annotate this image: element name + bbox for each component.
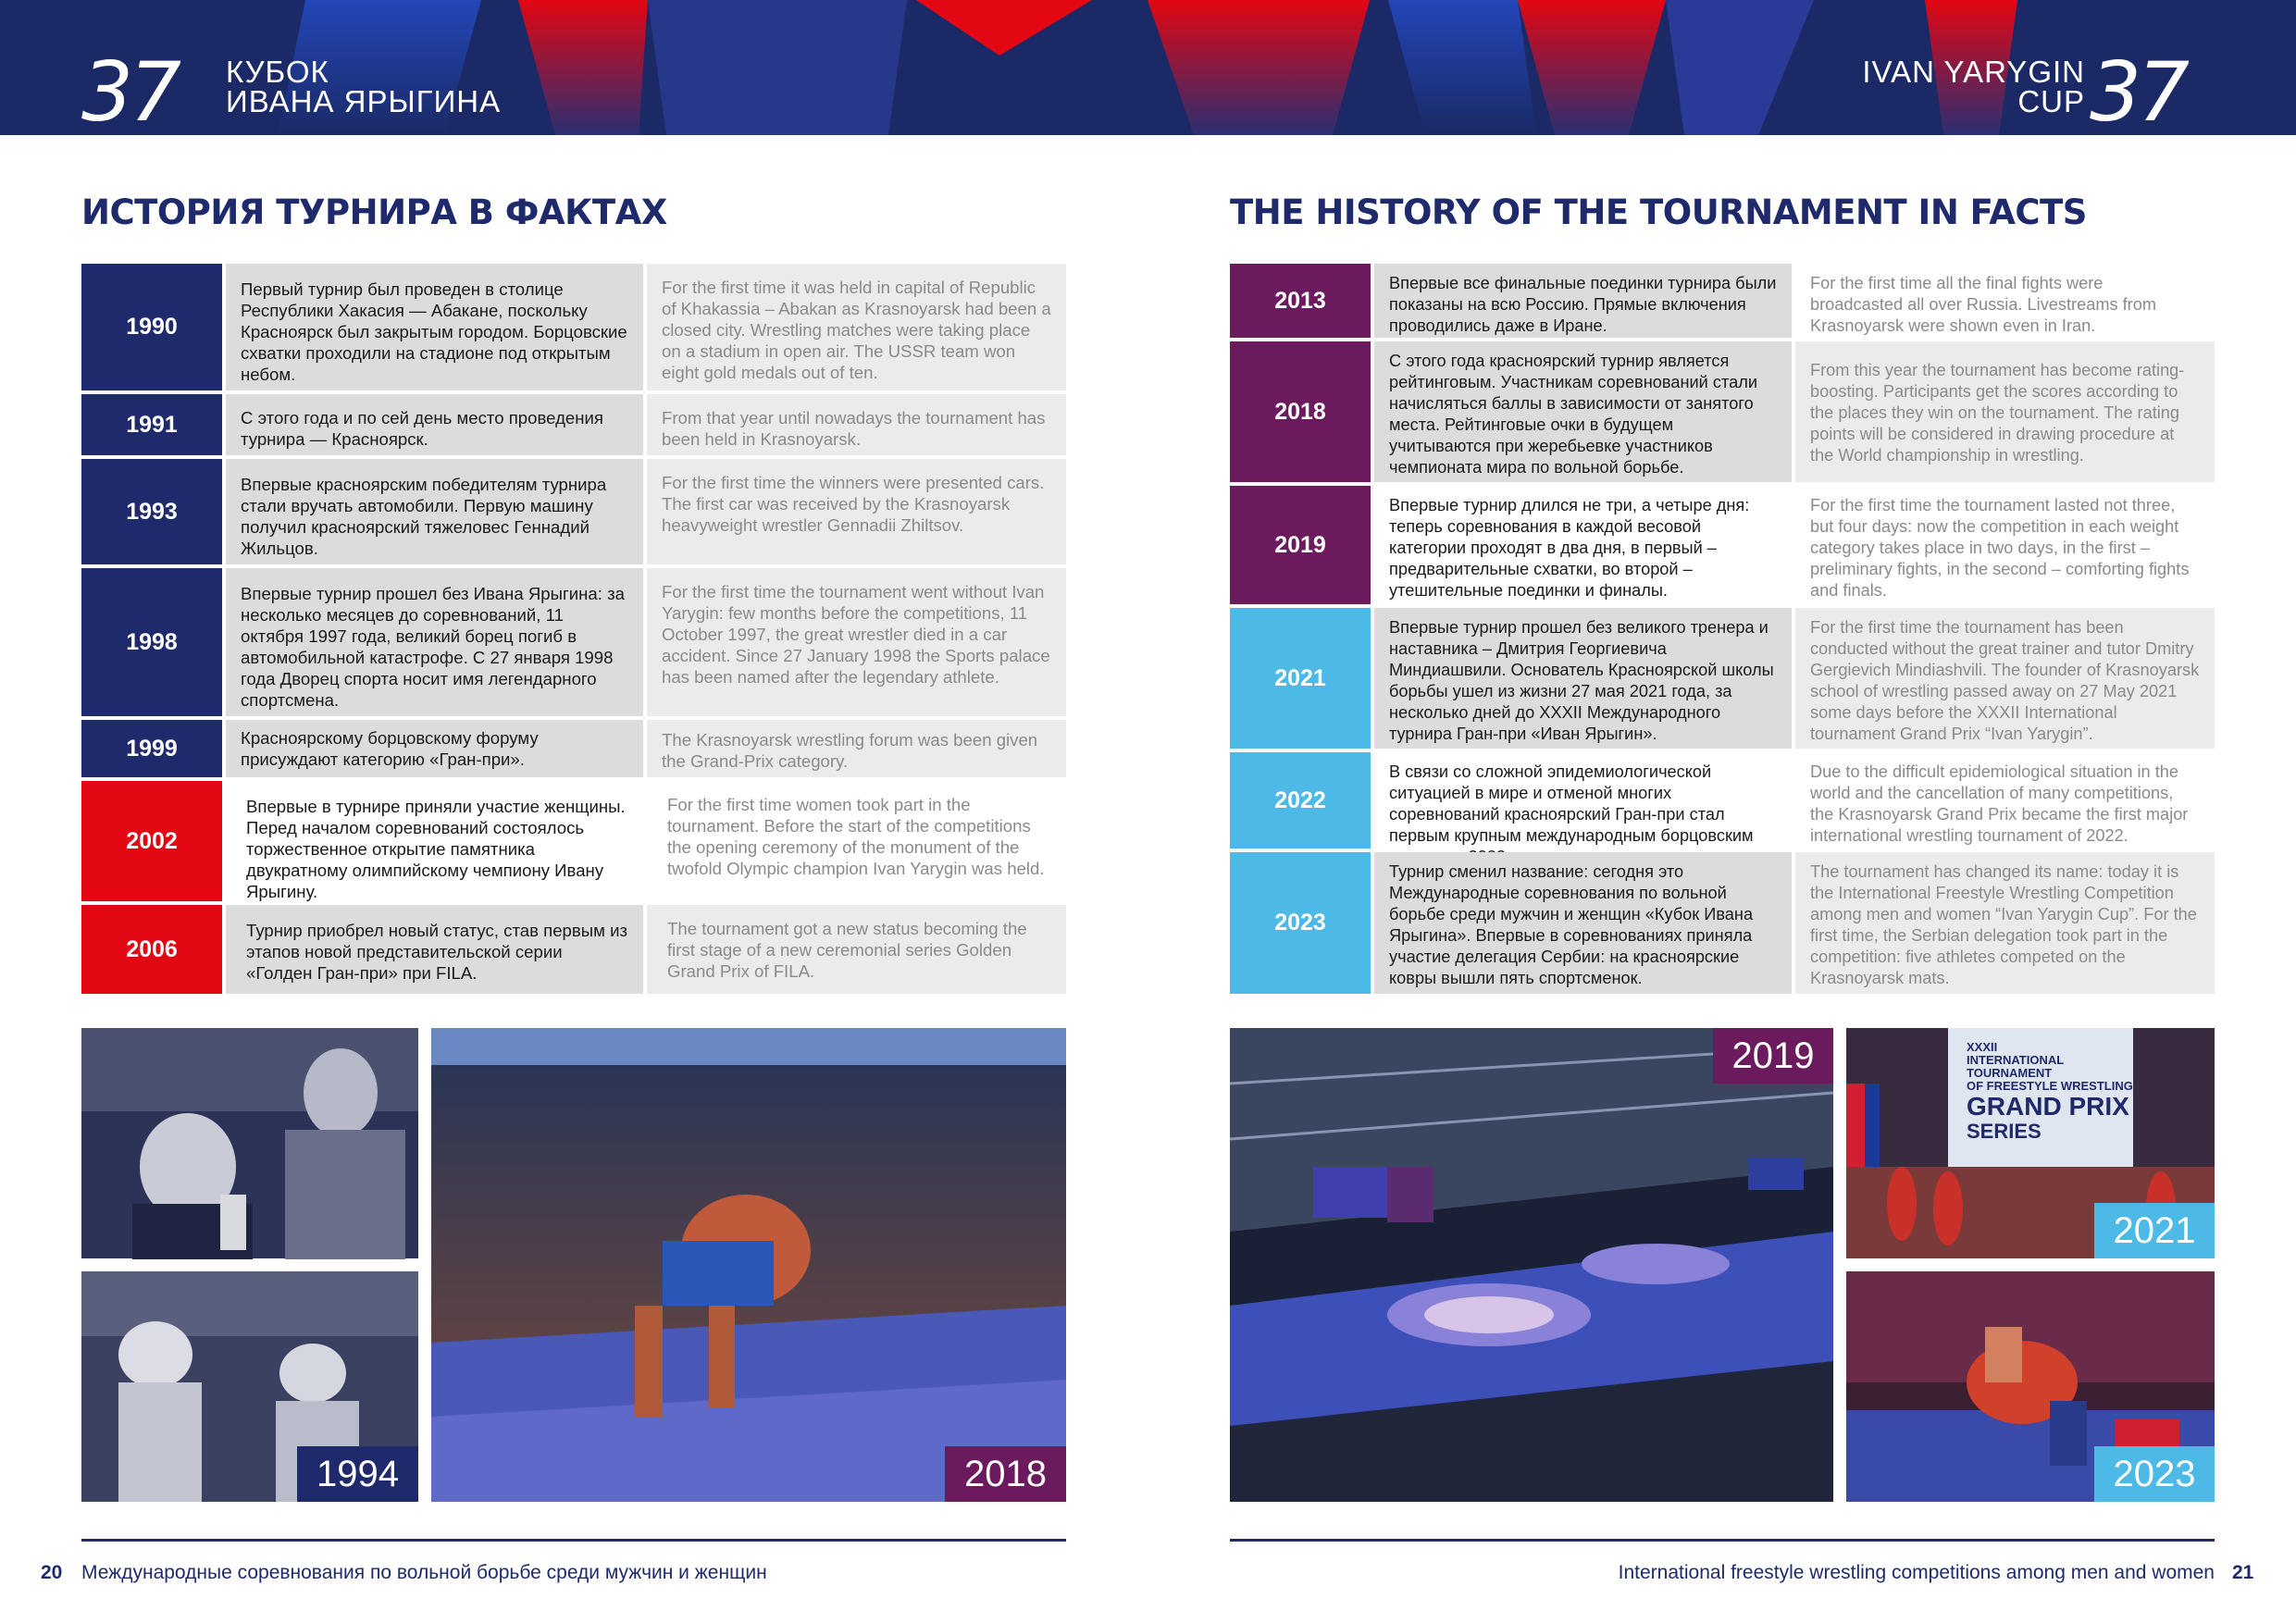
year-badge: 1998 — [81, 568, 222, 716]
year-badge: 2019 — [1230, 486, 1371, 604]
fact-text-en: From that year until nowadays the tournament has been held in Krasnoyarsk. — [647, 394, 1066, 455]
banner-line: OF FREESTYLE WRESTLING — [1967, 1079, 2133, 1093]
photo-year-tag: 2021 — [2094, 1203, 2215, 1258]
fact-text-en: For the first time it was held in capital of Republic of Khakassia – Abakan as Krasnoyarsk had been a closed city. Wrestling matches were taking place on a stadium in open air. The USSR team won eight gold medals out of ten. — [647, 264, 1066, 390]
fact-text-ru: Красноярскому борцовскому форуму присуждают категорию «Гран-при». — [226, 720, 643, 777]
banner-line: XXXII — [1967, 1040, 1998, 1054]
fact-text-ru: Впервые турнир длился не три, а четыре дня: теперь соревнования в каждой весовой категории проходят в два дня, в первый – предварительные схватки, во второй – утешительные поединки и финалы. — [1374, 486, 1792, 604]
year-badge: 1993 — [81, 459, 222, 564]
year-badge: 1999 — [81, 720, 222, 777]
banner-line: INTERNATIONAL TOURNAMENT — [1967, 1053, 2064, 1080]
fact-text-ru: В связи со сложной эпидемиологической ситуацией в мире и отменой многих соревнований красноярский Гран-при стал первым крупным международным борцовским — [1374, 752, 1792, 849]
fact-text-en: The Krasnoyarsk wrestling forum was been given the Grand-Prix category. — [647, 720, 1066, 777]
fact-text-en: For the first time all the final fights were broadcasted all over Russia. Livestreams from Krasnoyarsk were shown even in Iran. — [1795, 264, 2215, 338]
brand-line: CUP — [2017, 84, 2085, 118]
fact-text-ru: Впервые все финальные поединки турнира были показаны на всю Россию. Прямые включения проводились даже в Иране. — [1374, 264, 1792, 338]
photo-year-tag: 2018 — [945, 1446, 1066, 1502]
fact-text-ru: Впервые красноярским победителям турнира стали вручать автомобили. Первую машину получил красноярский тяжеловес Геннадий Жильцов. — [226, 459, 643, 564]
brand-line: ИВАНА ЯРЫГИНА — [226, 84, 502, 118]
fact-text-en: For the first time the tournament went without Ivan Yarygin: few months before the competitions, 11 October 1997, the great wrestler died in a car accident. Since 27 January 1998 the Sports palace has been named after the legendary athlete. — [647, 568, 1066, 716]
brand-title-left — [226, 57, 501, 117]
year-badge: 2013 — [1230, 264, 1371, 338]
brand-line: КУБОК — [226, 55, 329, 89]
year-badge: 2021 — [1230, 608, 1371, 749]
photo-image — [1230, 1028, 1833, 1502]
photo-image — [431, 1028, 1066, 1502]
brand-title-right — [1862, 57, 2085, 117]
page-title: ИСТОРИЯ ТУРНИРА В ФАКТАХ — [81, 192, 667, 232]
brand-line: IVAN YARYGIN — [1862, 55, 2085, 89]
footer-caption: Международные соревнования по вольной борьбе среди мужчин и женщин — [81, 1562, 767, 1583]
brand-number-left: 37 — [81, 44, 178, 140]
year-badge: 1991 — [81, 394, 222, 455]
footer-divider — [81, 1539, 1066, 1542]
photo-year-tag: 1994 — [297, 1446, 418, 1502]
fact-text-en: For the first time the tournament has been conducted without the great trainer and tutor Dmitry Gergievich Mindiashvili. The founder of Krasnoyarsk school of wrestling passed away on 27 May 2021 some days before the XXXII International tournament Grand Prix “Ivan Yarygin”. — [1795, 608, 2215, 749]
photo-ceremony — [81, 1028, 418, 1258]
fact-text-ru: С этого года красноярский турнир является рейтинговым. Участникам соревнований стали начисляться баллы в зависимости от занятого места. Рейтинговые очки в будущем учитываются при жеребьевке участников чемпионата мира по вольной борьбе. — [1374, 341, 1792, 482]
fact-text-en: The tournament got a new status becoming the first stage of a new ceremonial series Golden Grand Prix of FILA. — [647, 905, 1066, 994]
year-badge: 1990 — [81, 264, 222, 390]
fact-text-ru: Впервые в турнире приняли участие женщины. Перед началом соревнований состоялось торжественное открытие памятника двукратному олимпийскому чемпиону Ивану Ярыгину. — [226, 781, 643, 901]
footer-caption: International freestyle wrestling competitions among men and women — [1618, 1562, 2215, 1583]
year-badge: 2022 — [1230, 752, 1371, 849]
page-number: 20 — [41, 1562, 63, 1583]
fact-text-ru: Турнир сменил название: сегодня это Международные соревнования по вольной борьбе среди мужчин и женщин «Кубок Ивана Ярыгина». Впервые в соревнованиях приняла участие делегация Сербии: на красноярские ковры вышли пять спортсменок. — [1374, 852, 1792, 994]
banner-line: SERIES — [1967, 1120, 2042, 1143]
year-badge: 2006 — [81, 905, 222, 994]
photo-arena — [1230, 1028, 1833, 1502]
header-band — [0, 0, 2296, 140]
banner-text — [1967, 1041, 2133, 1143]
fact-text-en: From this year the tournament has become rating-boosting. Participants get the scores according to the places they win on the tournament. The rating points will be considered in drawing procedure at the World championship in wrestling. — [1795, 341, 2215, 482]
page-number: 21 — [2232, 1562, 2254, 1583]
fact-text-en: The tournament has changed its name: today it is the International Freestyle Wrestling Competition among men and women “Ivan Yarygin Cup”. For the first time, the Serbian delegation took part in the competition: five athletes competed on the Krasnoyarsk mats. — [1795, 852, 2215, 994]
photo-year-tag: 2023 — [2094, 1446, 2215, 1502]
fact-text-ru: Турнир приобрел новый статус, став первым из этапов новой представительской серии «Голден Гран-при» при FILA. — [226, 905, 643, 994]
fact-text-en: For the first time the winners were presented cars. The first car was received by the Krasnoyarsk heavyweight wrestler Gennadii Zhiltsov. — [647, 459, 1066, 564]
fact-text-ru: Впервые турнир прошел без великого тренера и наставника – Дмитрия Георгиевича Миндиашвили. Основатель Красноярской школы борьбы ушел из жизни 27 мая 2021 года, за несколько дней до XXXII Международного турнира Гран-при «Иван Ярыгин». — [1374, 608, 1792, 749]
year-badge: 2018 — [1230, 341, 1371, 482]
fact-text-en: For the first time the tournament lasted not three, but four days: now the competition in each weight category takes place in two days, in the first – preliminary fights, in the second – comforting fights and finals. — [1795, 486, 2215, 604]
page-title: THE HISTORY OF THE TOURNAMENT IN FACTS — [1230, 192, 2087, 232]
banner-line: GRAND PRIX — [1967, 1092, 2129, 1121]
fact-text-ru: С этого года и по сей день место проведения турнира — Красноярск. — [226, 394, 643, 455]
fact-text-ru: Первый турнир был проведен в столице Республики Хакасия — Абакане, поскольку Красноярск был закрытым городом. Борцовские схватки проходили на стадионе под открытым небом. — [226, 264, 643, 390]
year-badge: 2023 — [1230, 852, 1371, 994]
fact-text-ru: Впервые турнир прошел без Ивана Ярыгина: за несколько месяцев до соревнований, 11 октября 1997 года, великий борец погиб в автомобильной катастрофе. С 27 января 1998 года Дворец спорта носит имя легендарного спортсмена. — [226, 568, 643, 716]
fact-text-en: For the first time women took part in the tournament. Before the start of the competitions the opening ceremony of the monument of the twofold Olympic champion Ivan Yarygin was held. — [647, 781, 1066, 901]
photo-year-tag: 2019 — [1713, 1028, 1833, 1084]
brand-number-right: 37 — [2090, 44, 2186, 140]
photo-image — [81, 1028, 418, 1258]
photo-wrestling-match — [431, 1028, 1066, 1502]
year-badge: 2002 — [81, 781, 222, 901]
footer-divider — [1230, 1539, 2215, 1542]
fact-text-en: Due to the difficult epidemiological situation in the world and the cancellation of many competitions, the Krasnoyarsk Grand Prix became the first major international wrestling tournament of 2022. — [1795, 752, 2215, 849]
